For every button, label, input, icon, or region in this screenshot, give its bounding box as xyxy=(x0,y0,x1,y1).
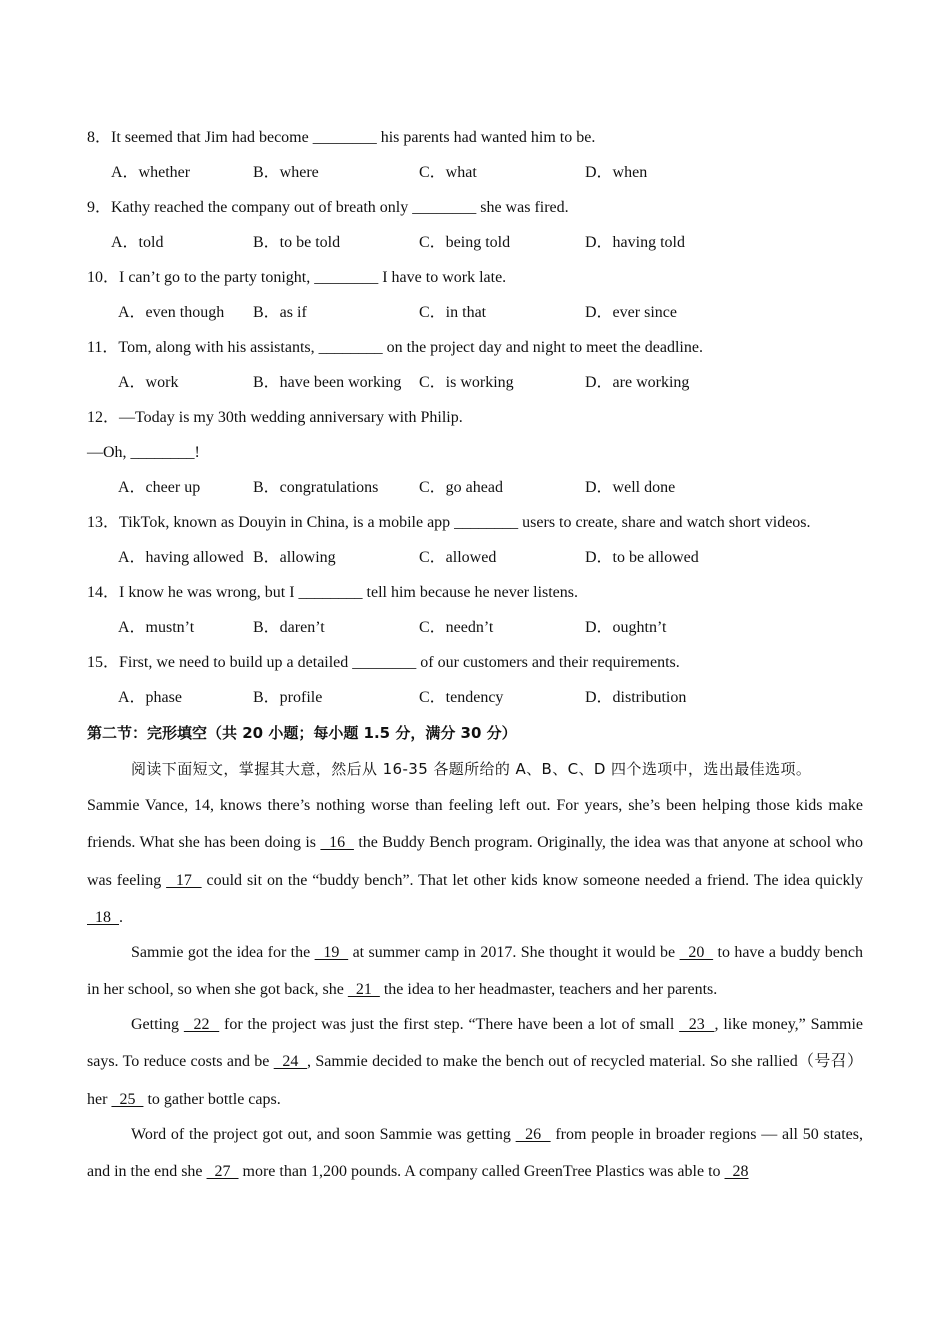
passage-paragraph-1: Sammie Vance, 14, knows there’s nothing worse than feeling left out. For years, she’s been helping those kids make friends. What she has been doing is 16 the Buddy Bench program. Originally, the idea was that anyone at school who was feeling 17 could sit on the “buddy bench”. That let other kids know someone needed a friend. The idea quickly 18 . xyxy=(87,797,864,926)
question-12-option-b: B．congratulations xyxy=(253,479,379,496)
question-12-stem-reply: —Oh, ________! xyxy=(87,444,200,461)
question-8-option-a: A．whether xyxy=(111,164,191,181)
question-10-stem: 10．I can’t go to the party tonight, ________ I have to work late. xyxy=(87,269,507,286)
blank-16: 16 xyxy=(320,834,354,852)
blank-23: 23 xyxy=(679,1016,715,1033)
question-10-option-b: B．as if xyxy=(253,304,307,321)
passage-paragraph-3: Getting 22 for the project was just the first step. “There have been a lot of small 23 , like money,” Sammie says. To reduce costs and be 24 , Sammie decided to make the bench out of recycled material. So she rallied（号召）her 25 to gather bottle caps. xyxy=(87,1016,864,1108)
question-12-option-d: D．well done xyxy=(585,479,676,496)
blank-28: 28 xyxy=(724,1163,749,1181)
question-11-option-d: D．are working xyxy=(585,374,690,391)
question-10-option-d: D．ever since xyxy=(585,304,677,321)
question-10-option-a: A．even though xyxy=(118,304,225,321)
question-13-option-d: D．to be allowed xyxy=(585,549,699,566)
question-11-option-a: A．work xyxy=(118,374,179,391)
section-heading: 第二节：完形填空（共 20 小题；每小题 1.5 分，满分 30 分） xyxy=(87,724,517,742)
blank-20: 20 xyxy=(679,944,714,961)
question-9-option-c: C．being told xyxy=(419,234,511,251)
question-14-option-a: A．mustn’t xyxy=(118,619,195,636)
question-12-option-a: A．cheer up xyxy=(118,479,201,496)
question-10-option-c: C．in that xyxy=(419,304,487,321)
question-8-option-d: D．when xyxy=(585,164,648,181)
question-9-option-d: D．having told xyxy=(585,234,685,251)
blank-21: 21 xyxy=(347,981,380,999)
question-13-stem: 13．TikTok, known as Douyin in China, is a mobile app ________ users to create, share and watch short videos. xyxy=(87,514,811,531)
question-15-stem: 15．First, we need to build up a detailed ________ of our customers and their requirements. xyxy=(87,654,680,671)
question-9-option-a: A．told xyxy=(111,234,164,251)
passage-paragraph-2: Sammie got the idea for the 19 at summer camp in 2017. She thought it would be 20 to have a buddy bench in her school, so when she got back, she 21 the idea to her headmaster, teachers and her parents. xyxy=(87,944,864,999)
blank-24: 24 xyxy=(273,1053,307,1071)
passage-paragraph-4: Word of the project got out, and soon Sammie was getting 26 from people in broader regions — all 50 states, and in the end she 27 more than 1,200 pounds. A company called GreenTree Plastics was able to 28 xyxy=(87,1126,864,1181)
question-14-option-d: D．oughtn’t xyxy=(585,619,667,636)
question-9-option-b: B．to be told xyxy=(253,234,341,251)
question-14-option-c: C．needn’t xyxy=(419,619,494,636)
blank-25: 25 xyxy=(111,1090,144,1108)
question-13-option-c: C．allowed xyxy=(419,549,497,566)
question-15-option-d: D．distribution xyxy=(585,689,687,706)
question-11-option-b: B．have been working xyxy=(253,374,402,391)
question-11-stem: 11．Tom, along with his assistants, ________ on the project day and night to meet the deadline. xyxy=(87,339,703,356)
question-8-option-b: B．where xyxy=(253,164,319,181)
question-8-stem: 8．It seemed that Jim had become ________ his parents had wanted him to be. xyxy=(87,129,596,146)
question-12-option-c: C．go ahead xyxy=(419,479,503,496)
question-13-option-b: B．allowing xyxy=(253,549,336,566)
question-15-option-a: A．phase xyxy=(118,689,182,706)
question-9-stem: 9．Kathy reached the company out of breath only ________ she was fired. xyxy=(87,199,569,216)
blank-22: 22 xyxy=(183,1016,220,1033)
question-15-option-c: C．tendency xyxy=(419,689,504,706)
question-12-stem: 12．—Today is my 30th wedding anniversary with Philip. xyxy=(87,409,463,426)
question-11-option-c: C．is working xyxy=(419,374,514,391)
blank-19: 19 xyxy=(314,944,349,961)
question-8-option-c: C．what xyxy=(419,164,477,181)
question-15-option-b: B．profile xyxy=(253,689,323,706)
question-13-option-a: A．having allowed xyxy=(118,549,244,566)
blank-18: 18 xyxy=(87,908,119,926)
section-instruction: 阅读下面短文，掌握其大意，然后从 16-35 各题所给的 A、B、C、D 四个选项中，选出最佳选项。 xyxy=(131,760,812,778)
question-14-stem: 14．I know he was wrong, but I ________ tell him because he never listens. xyxy=(87,584,579,601)
blank-17: 17 xyxy=(166,871,202,889)
blank-26: 26 xyxy=(515,1126,551,1143)
blank-27: 27 xyxy=(206,1163,239,1181)
question-14-option-b: B．daren’t xyxy=(253,619,325,636)
